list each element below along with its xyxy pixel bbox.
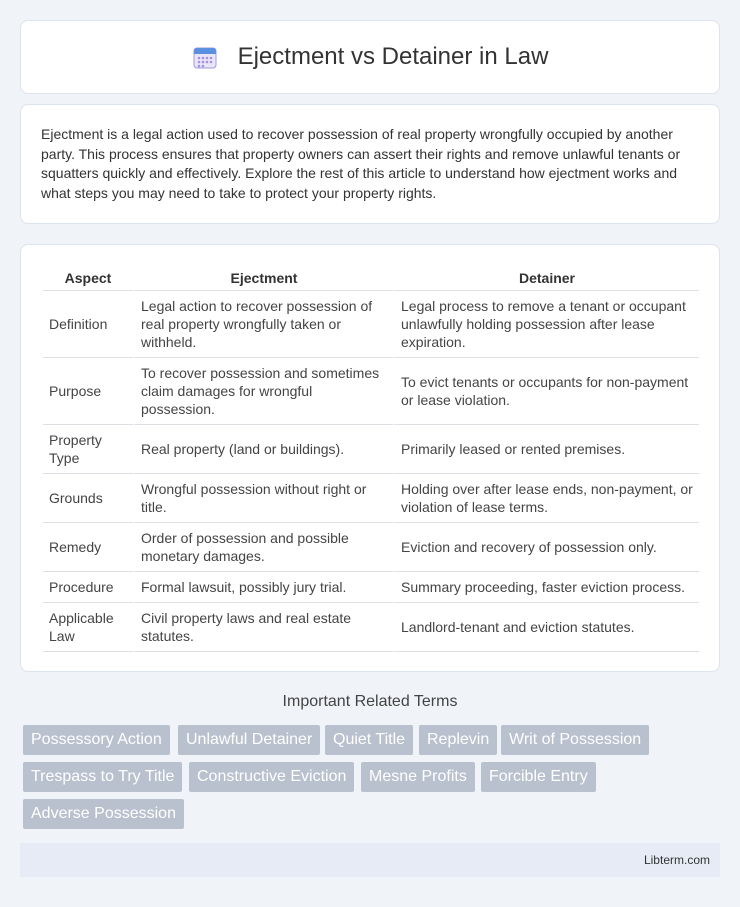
tag-mesne-profits[interactable]: Mesne Profits	[361, 762, 475, 792]
tag-unlawful-detainer[interactable]: Unlawful Detainer	[178, 725, 320, 755]
table-cell: Definition	[43, 291, 133, 358]
table-cell: Real property (land or buildings).	[133, 425, 393, 474]
tag-writ-of-possession[interactable]: Writ of Possession	[501, 725, 649, 755]
related-terms-title: Important Related Terms	[282, 693, 458, 710]
table-cell: Purpose	[43, 358, 133, 425]
table-cell: To recover possession and sometimes claim damages for wrongful possession.	[133, 358, 393, 425]
calendar-icon	[192, 44, 218, 70]
table-row	[43, 358, 699, 425]
tag-constructive-eviction[interactable]: Constructive Eviction	[189, 762, 354, 792]
column-header-detainer: Detainer	[393, 265, 699, 291]
tag-trespass-to-try-title[interactable]: Trespass to Try Title	[23, 762, 182, 792]
column-header-aspect: Aspect	[43, 265, 133, 291]
table-row	[43, 425, 699, 474]
table-cell: Eviction and recovery of possession only.	[393, 523, 699, 572]
table-cell: To evict tenants or occupants for non-payment or lease violation.	[393, 358, 699, 425]
column-header-ejectment: Ejectment	[133, 265, 393, 291]
table-cell: Property Type	[43, 425, 133, 474]
tag-possessory-action[interactable]: Possessory Action	[23, 725, 170, 755]
tag-quiet-title[interactable]: Quiet Title	[325, 725, 413, 755]
table-row	[43, 572, 699, 603]
table-row	[43, 523, 699, 572]
table-row	[43, 603, 699, 652]
table-cell: Primarily leased or rented premises.	[393, 425, 699, 474]
intro-card	[20, 104, 720, 224]
table-row	[43, 291, 699, 358]
table-cell: Applicable Law	[43, 603, 133, 652]
tag-forcible-entry[interactable]: Forcible Entry	[481, 762, 596, 792]
header-card	[20, 20, 720, 94]
table-cell: Formal lawsuit, possibly jury trial.	[133, 572, 393, 603]
table-cell: Holding over after lease ends, non-payment, or violation of lease terms.	[393, 474, 699, 523]
table-cell: Legal action to recover possession of real property wrongfully taken or withheld.	[133, 291, 393, 358]
intro-paragraph: Ejectment is a legal action used to recover possession of real property wrongfully occupied by another party. This process ensures that property owners can assert their rights and remove unlawful tenants or squatters quickly and effectively. Explore the rest of this article to understand how ejectment works and what steps you may need to take to protect your property rights.	[41, 126, 681, 201]
table-row	[43, 474, 699, 523]
page-title: Ejectment vs Detainer in Law	[237, 43, 549, 70]
comparison-table	[43, 265, 699, 652]
tag-adverse-possession[interactable]: Adverse Possession	[23, 799, 184, 829]
footer	[20, 843, 720, 877]
table-cell: Remedy	[43, 523, 133, 572]
comparison-table-card	[20, 244, 720, 672]
table-header-row	[43, 265, 699, 291]
table-cell: Summary proceeding, faster eviction process.	[393, 572, 699, 603]
table-cell: Civil property laws and real estate statutes.	[133, 603, 393, 652]
table-cell: Grounds	[43, 474, 133, 523]
table-cell: Procedure	[43, 572, 133, 603]
table-cell: Wrongful possession without right or title.	[133, 474, 393, 523]
tag-replevin[interactable]: Replevin	[419, 725, 497, 755]
table-cell: Legal process to remove a tenant or occupant unlawfully holding possession after lease expiration.	[393, 291, 699, 358]
table-cell: Landlord-tenant and eviction statutes.	[393, 603, 699, 652]
table-cell: Order of possession and possible monetary damages.	[133, 523, 393, 572]
footer-site-link[interactable]: Libterm.com	[643, 853, 710, 867]
